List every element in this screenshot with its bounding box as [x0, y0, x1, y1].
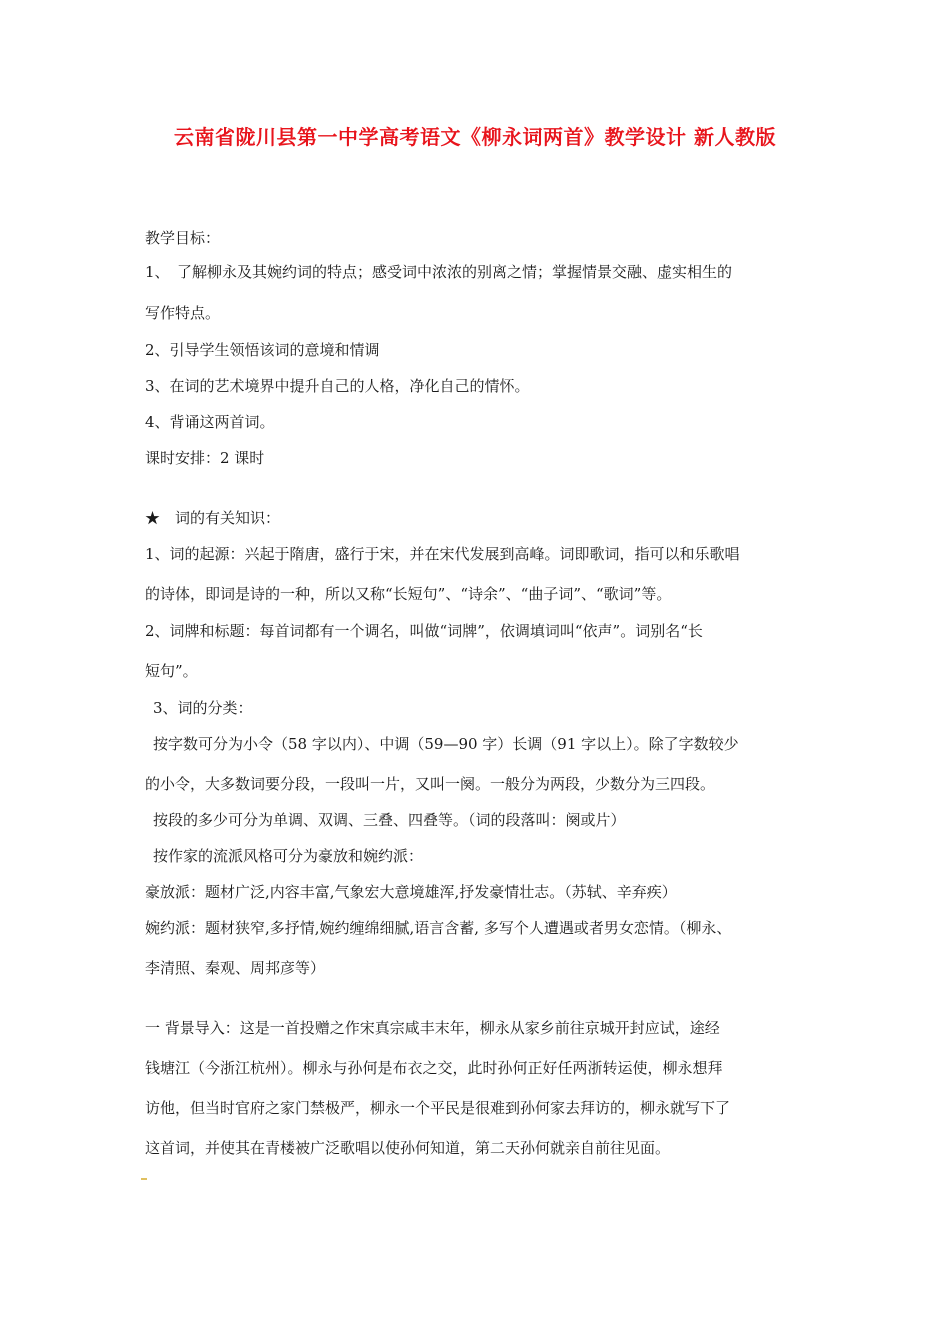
origin-line-1: 1、词的起源：兴起于隋唐，盛行于宋，并在宋代发展到高峰。词即歌词，指可以和乐歌唱: [145, 545, 740, 563]
objective-2: 2、引导学生领悟该词的意境和情调: [145, 341, 380, 359]
background-line-2: 钱塘江（今浙江杭州）。柳永与孙何是布衣之交，此时孙何正好任两浙转运使，柳永想拜: [145, 1059, 723, 1077]
classification-by-length-1: 按字数可分为小令（58 字以内）、中调（59—90 字）长调（91 字以上）。除了字数较少: [153, 735, 739, 753]
cipai-line-1: 2、词牌和标题：每首词都有一个调名，叫做“词牌”，依调填词叫“依声”。词别名“长: [145, 622, 703, 640]
background-line-4: 这首词，并使其在青楼被广泛歌唱以使孙何知道，第二天孙何就亲自前往见面。: [145, 1139, 671, 1157]
background-line-3: 访他，但当时官府之家门禁极严，柳永一个平民是很难到孙何家去拜访的，柳永就写下了: [145, 1099, 731, 1117]
objective-1-line-2: 写作特点。: [145, 304, 221, 322]
wanyue-school-line-2: 李清照、秦观、周邦彦等）: [145, 959, 326, 977]
schedule-line: 课时安排：2 课时: [145, 449, 265, 467]
margin-mark: [141, 1178, 147, 1180]
document-title: 云南省陇川县第一中学高考语文《柳永词两首》教学设计 新人教版: [174, 125, 776, 149]
objective-4: 4、背诵这两首词。: [145, 413, 275, 431]
classification-by-sections: 按段的多少可分为单调、双调、三叠、四叠等。（词的段落叫：阕或片）: [153, 811, 626, 829]
haofang-school: 豪放派：题材广泛,内容丰富,气象宏大意境雄浑,抒发豪情壮志。（苏轼、辛弃疾）: [145, 883, 677, 901]
classification-by-style: 按作家的流派风格可分为豪放和婉约派：: [153, 847, 424, 865]
background-line-1: 一 背景导入：这是一首投赠之作宋真宗咸丰末年，柳永从家乡前往京城开封应试，途经: [145, 1019, 720, 1037]
origin-line-2: 的诗体，即词是诗的一种，所以又称“长短句”、“诗余”、“曲子词”、“歌词”等。: [145, 585, 672, 603]
wanyue-school-line-1: 婉约派：题材狭窄,多抒情,婉约缠绵细腻,语言含蓄, 多写个人遭遇或者男女恋情。（柳永、: [145, 919, 732, 937]
objective-3: 3、在词的艺术境界中提升自己的人格，净化自己的情怀。: [145, 377, 530, 395]
objective-1-line-1: 1、 了解柳永及其婉约词的特点；感受词中浓浓的别离之情；掌握情景交融、虚实相生的: [145, 263, 733, 281]
knowledge-heading: ★ 词的有关知识：: [145, 509, 281, 527]
classification-heading: 3、词的分类：: [153, 699, 253, 717]
objectives-heading: 教学目标：: [145, 229, 221, 247]
cipai-line-2: 短句”。: [145, 662, 198, 680]
classification-by-length-2: 的小令，大多数词要分段，一段叫一片，又叫一阕。一般分为两段，少数分为三四段。: [145, 775, 716, 793]
